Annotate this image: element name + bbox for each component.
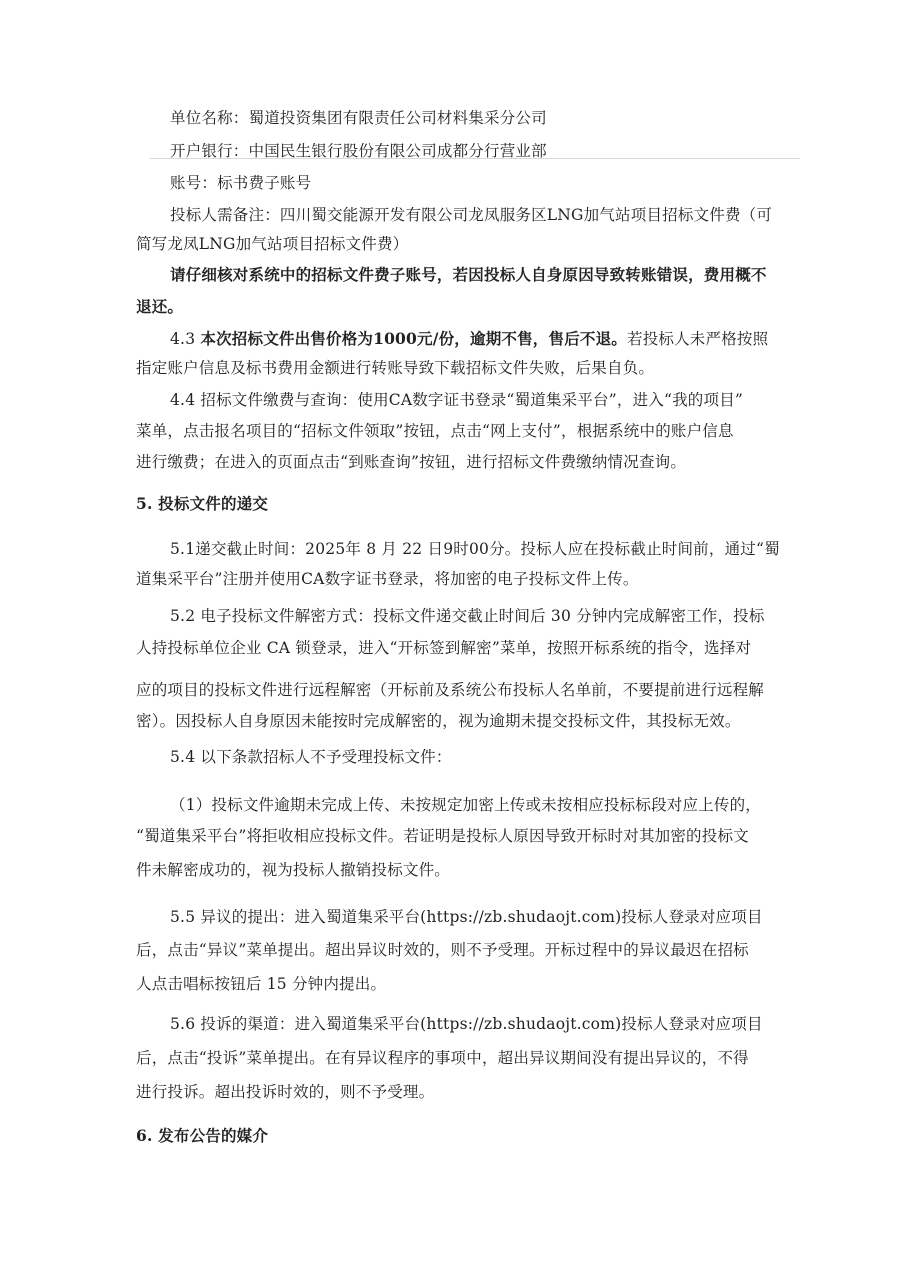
clause-5-4-1-line-1: （1）投标文件逾期未完成上传、未按规定加密上传或未按相应投标标段对应上传的， [170, 796, 761, 814]
clause-5-2-line-1: 5.2 电子投标文件解密方式：投标文件递交截止时间后 30 分钟内完成解密工作，投标 [170, 607, 765, 625]
clause-4-3-rest: 若投标人未严格按照 [627, 330, 769, 348]
section-6-title: 6. 发布公告的媒介 [136, 1126, 269, 1145]
clause-5-4-1-line-2: “蜀道集采平台”将拒收相应投标文件。若证明是投标人原因导致开标时对其加密的投标文 [136, 827, 749, 845]
clause-4-4-line-1: 4.4 招标文件缴费与查询：使用CA数字证书登录“蜀道集采平台”，进入“我的项目” [170, 391, 744, 409]
unit-name: 单位名称：蜀道投资集团有限责任公司材料集采分公司 [170, 109, 547, 127]
clause-5-5-line-2: 后，点击“异议”菜单提出。超出异议时效的，则不予受理。开标过程中的异议最迟在招标 [136, 941, 749, 959]
clause-4-3-line-1 [170, 329, 768, 349]
clause-5-2-line-2: 人持投标单位企业 CA 锁登录，进入“开标签到解密”菜单，按照开标系统的指令，选择对 [136, 639, 752, 657]
clause-5-6-line-1: 5.6 投诉的渠道：进入蜀道集采平台(https://zb.shudaojt.com)投标人登录对应项目 [170, 1015, 763, 1033]
clause-5-2-line-4: 密）。因投标人自身原因未能按时完成解密的，视为逾期未提交投标文件，其投标无效。 [136, 712, 741, 730]
clause-4-4-line-3: 进行缴费；在进入的页面点击“到账查询”按钮，进行招标文件费缴纳情况查询。 [136, 453, 687, 471]
remark-line-2: 简写龙凤LNG加气站项目招标文件费） [136, 235, 409, 253]
clause-5-2-line-3: 应的项目的投标文件进行远程解密（开标前及系统公布投标人名单前，不要提前进行远程解 [136, 681, 765, 699]
clause-4-3-number: 4.3 [170, 330, 201, 348]
remark-line-1: 投标人需备注：四川蜀交能源开发有限公司龙凤服务区LNG加气站项目招标文件费（可 [170, 206, 773, 224]
clause-4-3-line-2: 指定账户信息及标书费用金额进行转账导致下载招标文件失败，后果自负。 [136, 359, 655, 377]
clause-5-4-line-1: 5.4 以下条款招标人不予受理投标文件： [170, 748, 452, 766]
warning-line-2: 退还。 [136, 297, 184, 316]
clause-5-6-line-3: 进行投诉。超出投诉时效的，则不予受理。 [136, 1083, 435, 1101]
bank-name: 开户银行：中国民生银行股份有限公司成都分行营业部 [170, 142, 547, 160]
section-5-title: 5. 投标文件的递交 [136, 494, 269, 513]
clause-5-1-line-1: 5.1递交截止时间：2025年 8 月 22 日9时00分。投标人应在投标截止时间前，通过“蜀 [170, 540, 780, 558]
clause-5-5-line-3: 人点击唱标按钮后 15 分钟内提出。 [136, 975, 387, 993]
clause-4-3-price: 本次招标文件出售价格为1000元/份，逾期不售，售后不退。 [200, 329, 627, 348]
clause-5-6-line-2: 后，点击“投诉”菜单提出。在有异议程序的事项中，超出异议期间没有提出异议的，不得 [136, 1049, 749, 1067]
clause-5-5-line-1: 5.5 异议的提出：进入蜀道集采平台(https://zb.shudaojt.com)投标人登录对应项目 [170, 908, 763, 926]
warning-line-1: 请仔细核对系统中的招标文件费子账号，若因投标人自身原因导致转账错误，费用概不 [170, 265, 767, 284]
account-number: 账号：标书费子账号 [170, 174, 312, 192]
clause-5-4-1-line-3: 件未解密成功的，视为投标人撤销投标文件。 [136, 861, 451, 879]
clause-5-1-line-2: 道集采平台”注册并使用CA数字证书登录，将加密的电子投标文件上传。 [136, 570, 639, 588]
clause-4-4-line-2: 菜单，点击报名项目的“招标文件领取”按钮，点击“网上支付”，根据系统中的账户信息 [136, 422, 734, 440]
